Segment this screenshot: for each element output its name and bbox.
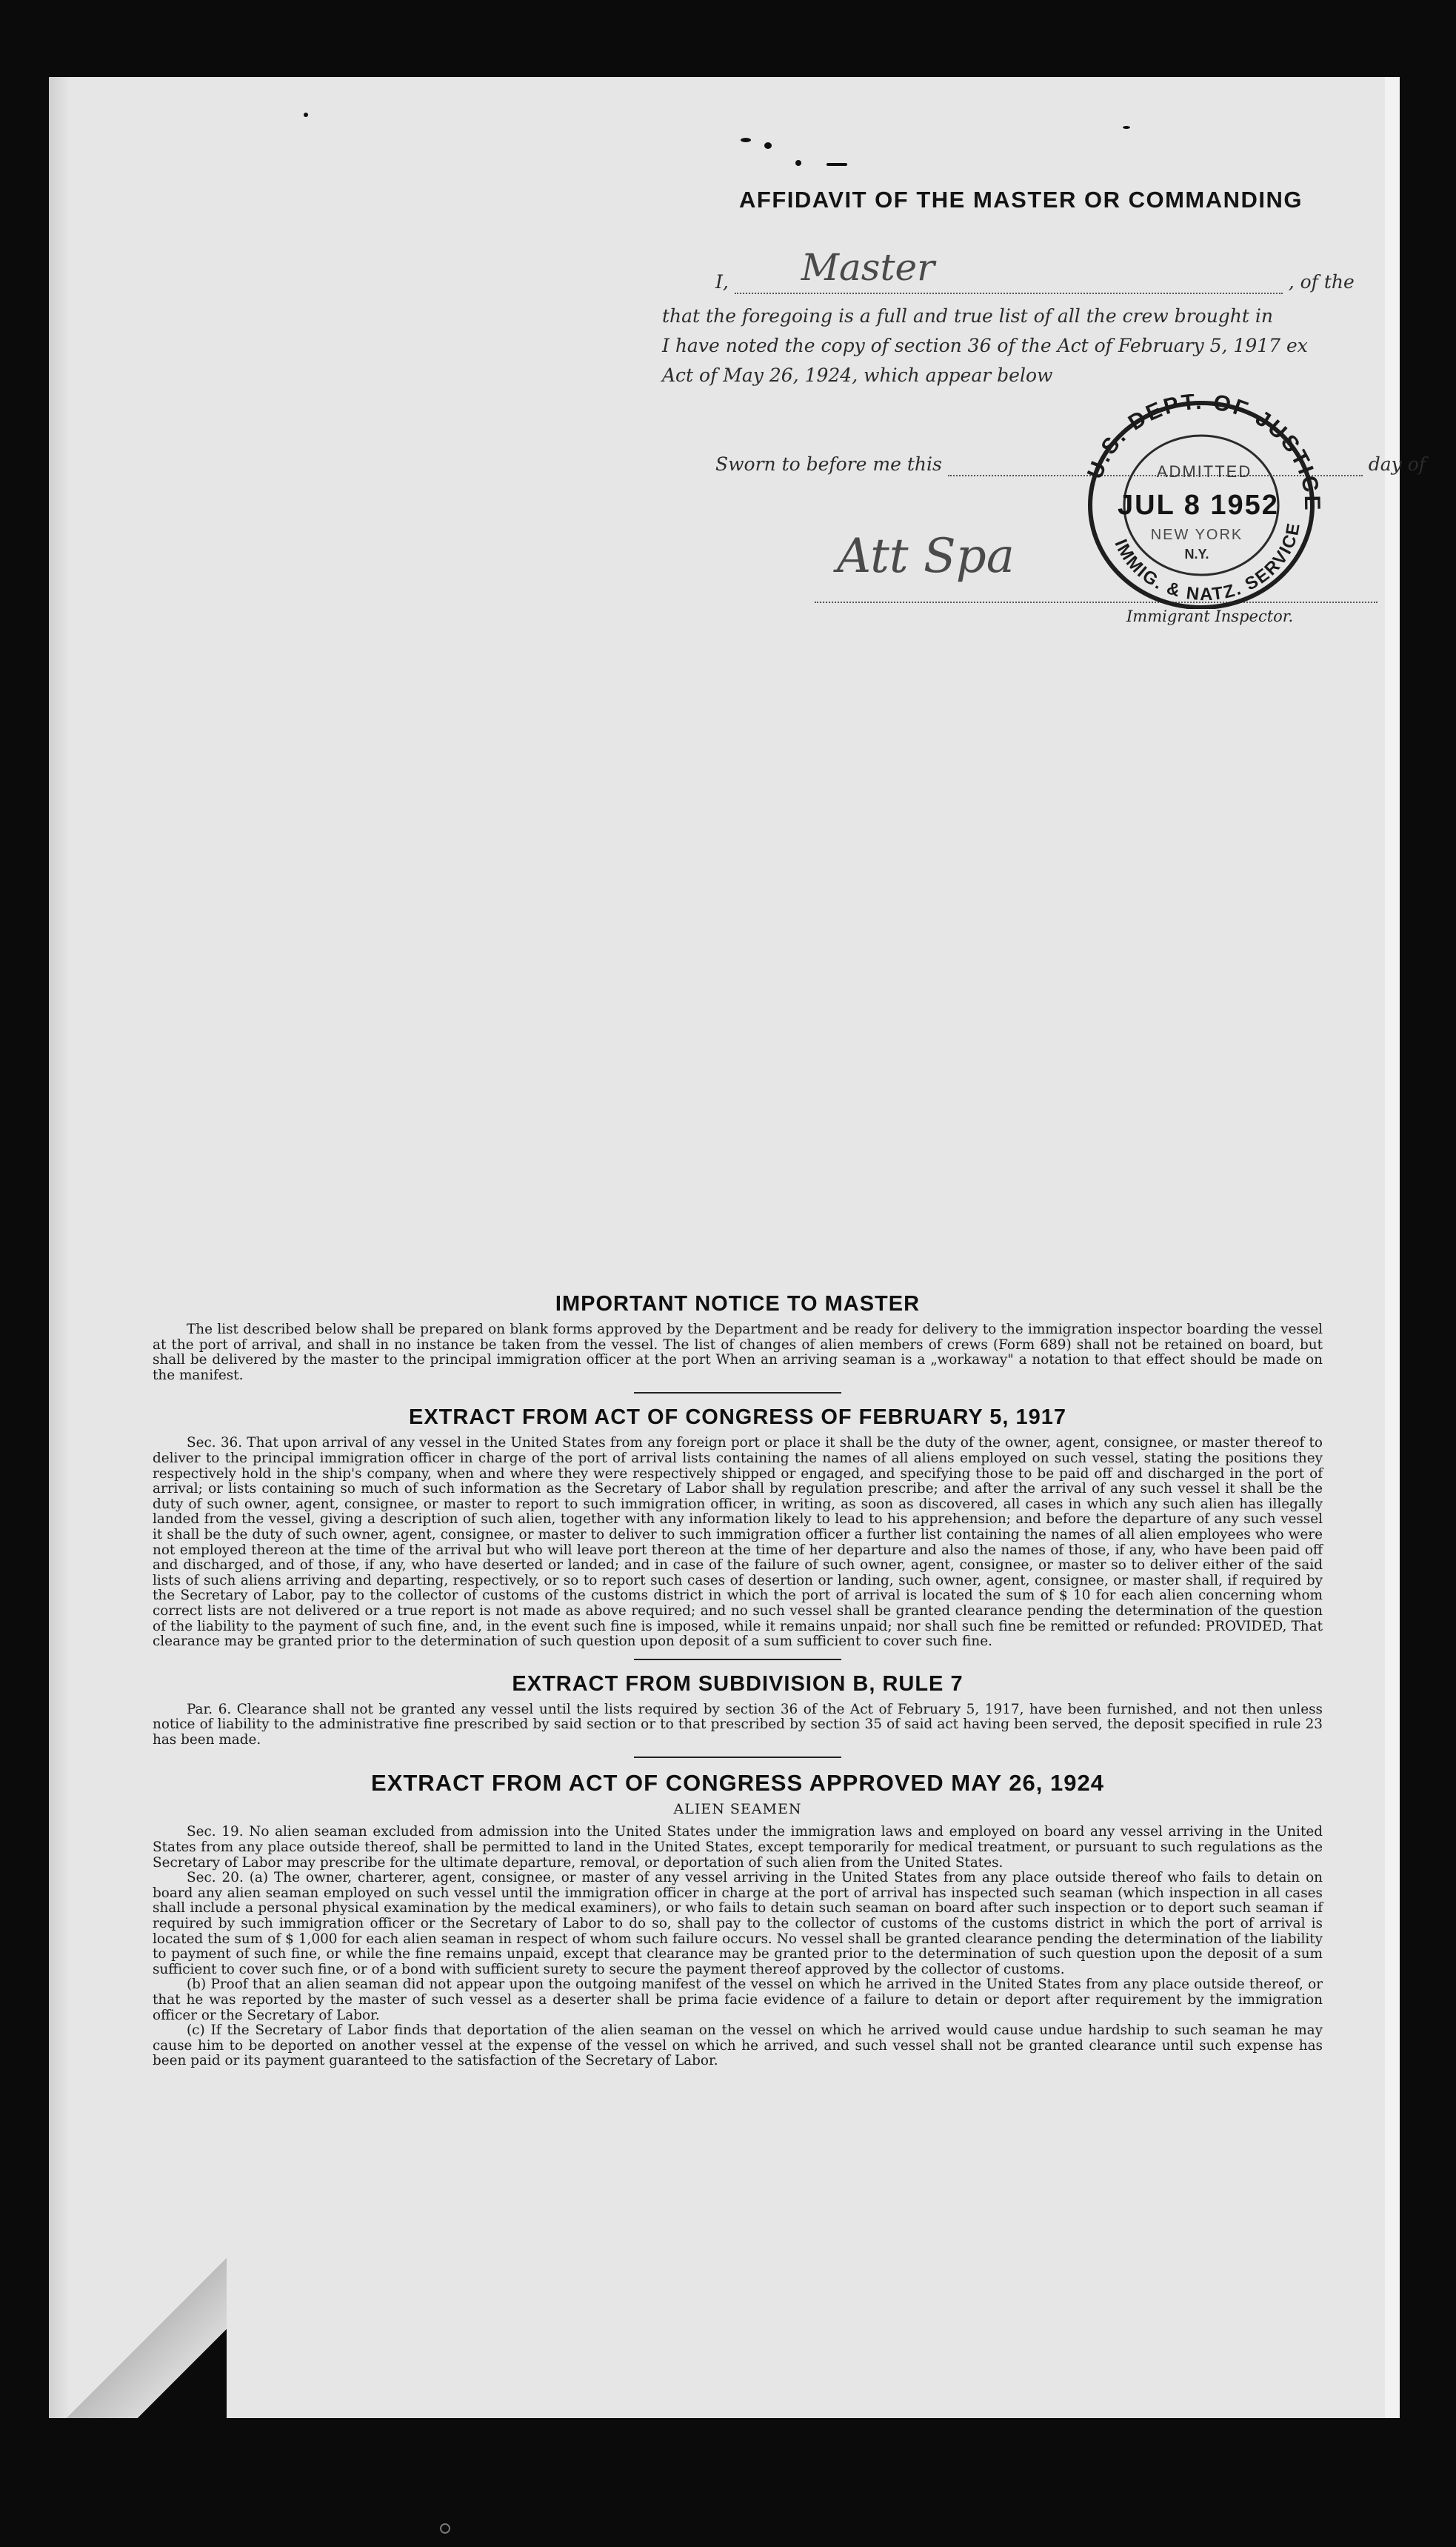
sec-20b-body: (b) Proof that an alien seaman did not appear upon the outgoing manifest of the vessel on which he arrived in the United States from any place outside thereof, or that he was reported by the master of such vessel as a deserter shall be prima facie evidence of a failure to detain or deport after requirement by the immigration officer or the Secretary of Labor. (153, 1977, 1323, 2023)
section-divider (634, 1659, 841, 1660)
sec-20c-body: (c) If the Secretary of Labor finds that deportation of the alien seaman on the vessel on which he arrived would cause undue hardship to such seaman he may cause him to be deported on another vessel at the expense of the vessel on which he arrived, and such vessel shall not be granted clearance until such expense has been paid or its payment guaranteed to the satisfaction of the Secretary of Labor. (153, 2022, 1323, 2069)
admitted-stamp (1068, 394, 1335, 609)
affidavit-title: AFFIDAVIT OF THE MASTER OR COMMANDING (739, 187, 1303, 213)
affidavit-line-2: that the foregoing is a full and true list of all the crew brought in (662, 305, 1273, 327)
subdivision-b-body: Par. 6. Clearance shall not be granted any vessel until the lists required by section 36 of the Act of February 5, 1917, have been furnished, and not then unless notice of liability to the administrative fine prescribed by said section or to that prescribed by section 35 of said act having been served, the deposit specified in rule 23 has been made. (153, 1701, 1323, 1748)
stamp-date: JUL 8 1952 (1118, 490, 1279, 521)
ink-speck (1123, 126, 1130, 129)
affidavit-line-4: Act of May 26, 1924, which appear below (662, 364, 1053, 386)
stamp-bottom-text: IMMIG. & NATZ. SERVICE (1110, 520, 1304, 605)
affidavit-i-prefix: I, (715, 271, 729, 293)
subdivision-b-title: EXTRACT FROM SUBDIVISION B, RULE 7 (512, 1671, 964, 1696)
stamp-city: NEW YORK (1150, 527, 1243, 543)
section-divider (634, 1757, 841, 1758)
ink-speck (795, 160, 801, 166)
sec-20a-body: Sec. 20. (a) The owner, charterer, agent, consignee, or master of any vessel arriving in the United States from any place outside thereof who fails to detain on board any alien seaman employed on such vessel until the immigration officer in charge at the port of arrival has inspected such seaman (which inspection in all cases shall include a personal physical examination by the medical examiners), or who fails to detain such seaman on board after such inspection or to deport such seaman if required by such immigration officer or the Secretary of Labor to do so, shall pay to the collector of customs of the customs district in which the port of arrival is located the sum of $ 1,000 for each alien seaman in respect of whom such failure occurs. No vessel shall be granted clearance pending the determination of the liability to payment of such fine, or while the fine remains unpaid, except that clearance may be granted prior to the determination of such question upon the deposit of a sum sufficient to cover such fine, or of a bond with sufficient surety to secure the payment thereof approved by the collector of customs. (153, 1870, 1323, 1977)
sworn-text: Sworn to before me this (715, 453, 942, 475)
section-divider (634, 1392, 841, 1394)
inspector-label: Immigrant Inspector. (1126, 607, 1294, 625)
important-notice-body: The list described below shall be prepared on blank forms approved by the Department and be ready for delivery to the immigration inspector boarding the vessel at the port of arrival, and shall in no instance be taken from the vessel. The list of changes of alien members of crews (Form 689) shall not be retained on board, but shall be delivered by the master to the principal immigration officer at the port When an arriving seaman is a „workaway" a notation to that effect should be made on the manifest. (153, 1322, 1323, 1383)
ink-speck (304, 113, 308, 117)
page-edge (1385, 77, 1400, 2418)
affidavit-line-1 (662, 246, 1403, 294)
master-name-field (735, 246, 1283, 294)
stamp-top-text: U.S. DEPT. OF JUSTICE (1082, 394, 1325, 513)
extract-1917-title: EXTRACT FROM ACT OF CONGRESS OF FEBRUARY 5, 1917 (408, 1405, 1067, 1430)
alien-seamen-subtitle: ALIEN SEAMEN (673, 1801, 802, 1818)
extract-1924-title: EXTRACT FROM ACT OF CONGRESS APPROVED MAY 26, 1924 (371, 1770, 1104, 1797)
document-page (49, 77, 1426, 2418)
ink-speck (826, 163, 847, 166)
extract-1917-body: Sec. 36. That upon arrival of any vessel in the United States from any foreign port or place it shall be the duty of the owner, agent, consignee, or master thereof to deliver to the principal immigration officer in charge of the port of arrival lists containing the names of all aliens employed on such vessel, stating the positions they respectively hold in the ship's company, when and where they were respectively shipped or engaged, and specifying those to be paid off and discharged in the port of arrival; or lists containing so much of such information as the Secretary of Labor shall by regulation prescribe; and after the arrival of any such vessel it shall be the duty of such owner, agent, consignee, or master to report to such immigration officer, in writing, as soon as discovered, all cases in which any such alien has illegally landed from the vessel, giving a description of such alien, together with any information likely to lead to his apprehension; and before the departure of any such vessel it shall be the duty of such owner, agent, consignee, or master to deliver to such immigration officer a further list containing the names of all alien employees who were not employed thereon at the time of the arrival but who will leave port thereon at the time of her departure and also the names of those, if any, who have been paid off and discharged, and of those, if any, who have deserted or landed; and in case of the failure of such owner, agent, consignee, or master so to deliver either of the said lists of such aliens arriving and departing, respectively, or so to report such cases of desertion or landing, such owner, agent, consignee, or master shall, if required by the Secretary of Labor, pay to the collector of customs of the customs district in which the port of arrival is located the sum of $ 10 for each alien concerning whom correct lists are not delivered or a true report is not made as above required; and no such vessel shall be granted clearance pending the determination of the question of the liability to the payment of such fine, and, in the event such fine is imposed, while it remains unpaid; nor shall such fine be remitted or refunded: PROVIDED, That clearance may be granted prior to the determination of such question upon deposit of a sum sufficient to cover such fine. (153, 1435, 1323, 1650)
handwritten-master: Master (801, 246, 935, 289)
folded-corner (49, 2240, 227, 2418)
ink-speck (741, 138, 751, 142)
ink-speck (764, 142, 772, 149)
inspector-signature: Att Spa (837, 529, 1015, 584)
stamp-state: N.Y. (1184, 547, 1209, 562)
important-notice-section (153, 1292, 1323, 2069)
day-of-text: day of (1368, 453, 1426, 475)
stamp-admitted: ADMITTED (1156, 462, 1252, 481)
affidavit-of-the: , of the (1288, 271, 1355, 293)
sec-19-body: Sec. 19. No alien seaman excluded from admission into the United States under the immigration laws and employed on board any vessel arriving in the United States from any place outside thereof, shall be permitted to land in the United States, except temporarily for medical treatment, or pursuant to such regulations as the Secretary of Labor may prescribe for the ultimate departure, removal, or deportation of such alien from the United States. (153, 1824, 1323, 1871)
film-mark (440, 2523, 450, 2534)
affidavit-line-3: I have noted the copy of section 36 of the Act of February 5, 1917 ex (662, 335, 1308, 356)
important-notice-title: IMPORTANT NOTICE TO MASTER (555, 1292, 921, 1316)
